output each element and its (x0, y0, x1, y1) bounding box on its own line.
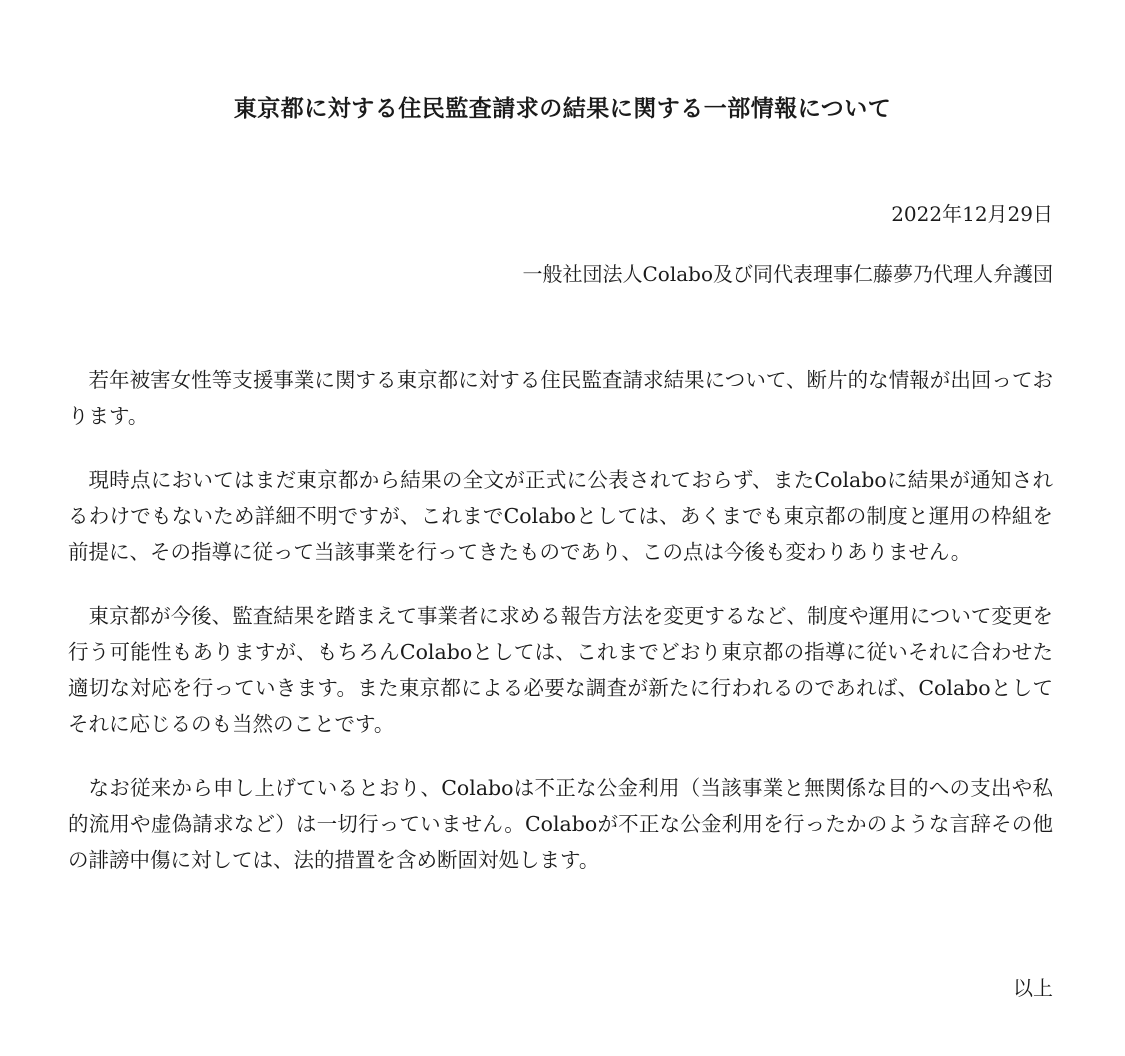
document-date: 2022年12月29日 (891, 202, 1053, 226)
paragraph-4: なお従来から申し上げているとおり、Colaboは不正な公金利用（当該事業と無関係な目的への支出や私的流用や虚偽請求など）は一切行っていません。Colaboが不正な公金利用を行ったかのような言辞その他の誹謗中傷に対しては、法的措置を含め断固対処します。 (68, 776, 1053, 872)
document-author: 一般社団法人Colabo及び同代表理事仁藤夢乃代理人弁護団 (522, 262, 1053, 286)
document-title: 東京都に対する住民監査請求の結果に関する一部情報について (233, 95, 892, 122)
paragraph-1: 若年被害女性等支援事業に関する東京都に対する住民監査請求結果について、断片的な情報が出回っております。 (68, 368, 1053, 428)
document-body (68, 362, 1053, 906)
paragraph-2: 現時点においてはまだ東京都から結果の全文が正式に公表されておらず、またColaboに結果が通知されるわけでもないため詳細不明ですが、これまでColaboとしては、あくまでも東京都の制度と運用の枠組を前提に、その指導に従って当該事業を行ってきたものであり、この点は今後も変わりありません。 (68, 468, 1053, 564)
paragraph-3: 東京都が今後、監査結果を踏まえて事業者に求める報告方法を変更するなど、制度や運用について変更を行う可能性もありますが、もちろんColaboとしては、これまでどおり東京都の指導に従いそれに合わせた適切な対応を行っていきます。また東京都による必要な調査が新たに行われるのであれば、Colaboとしてそれに応じるのも当然のことです。 (68, 604, 1053, 736)
document-closing: 以上 (1013, 976, 1053, 1000)
